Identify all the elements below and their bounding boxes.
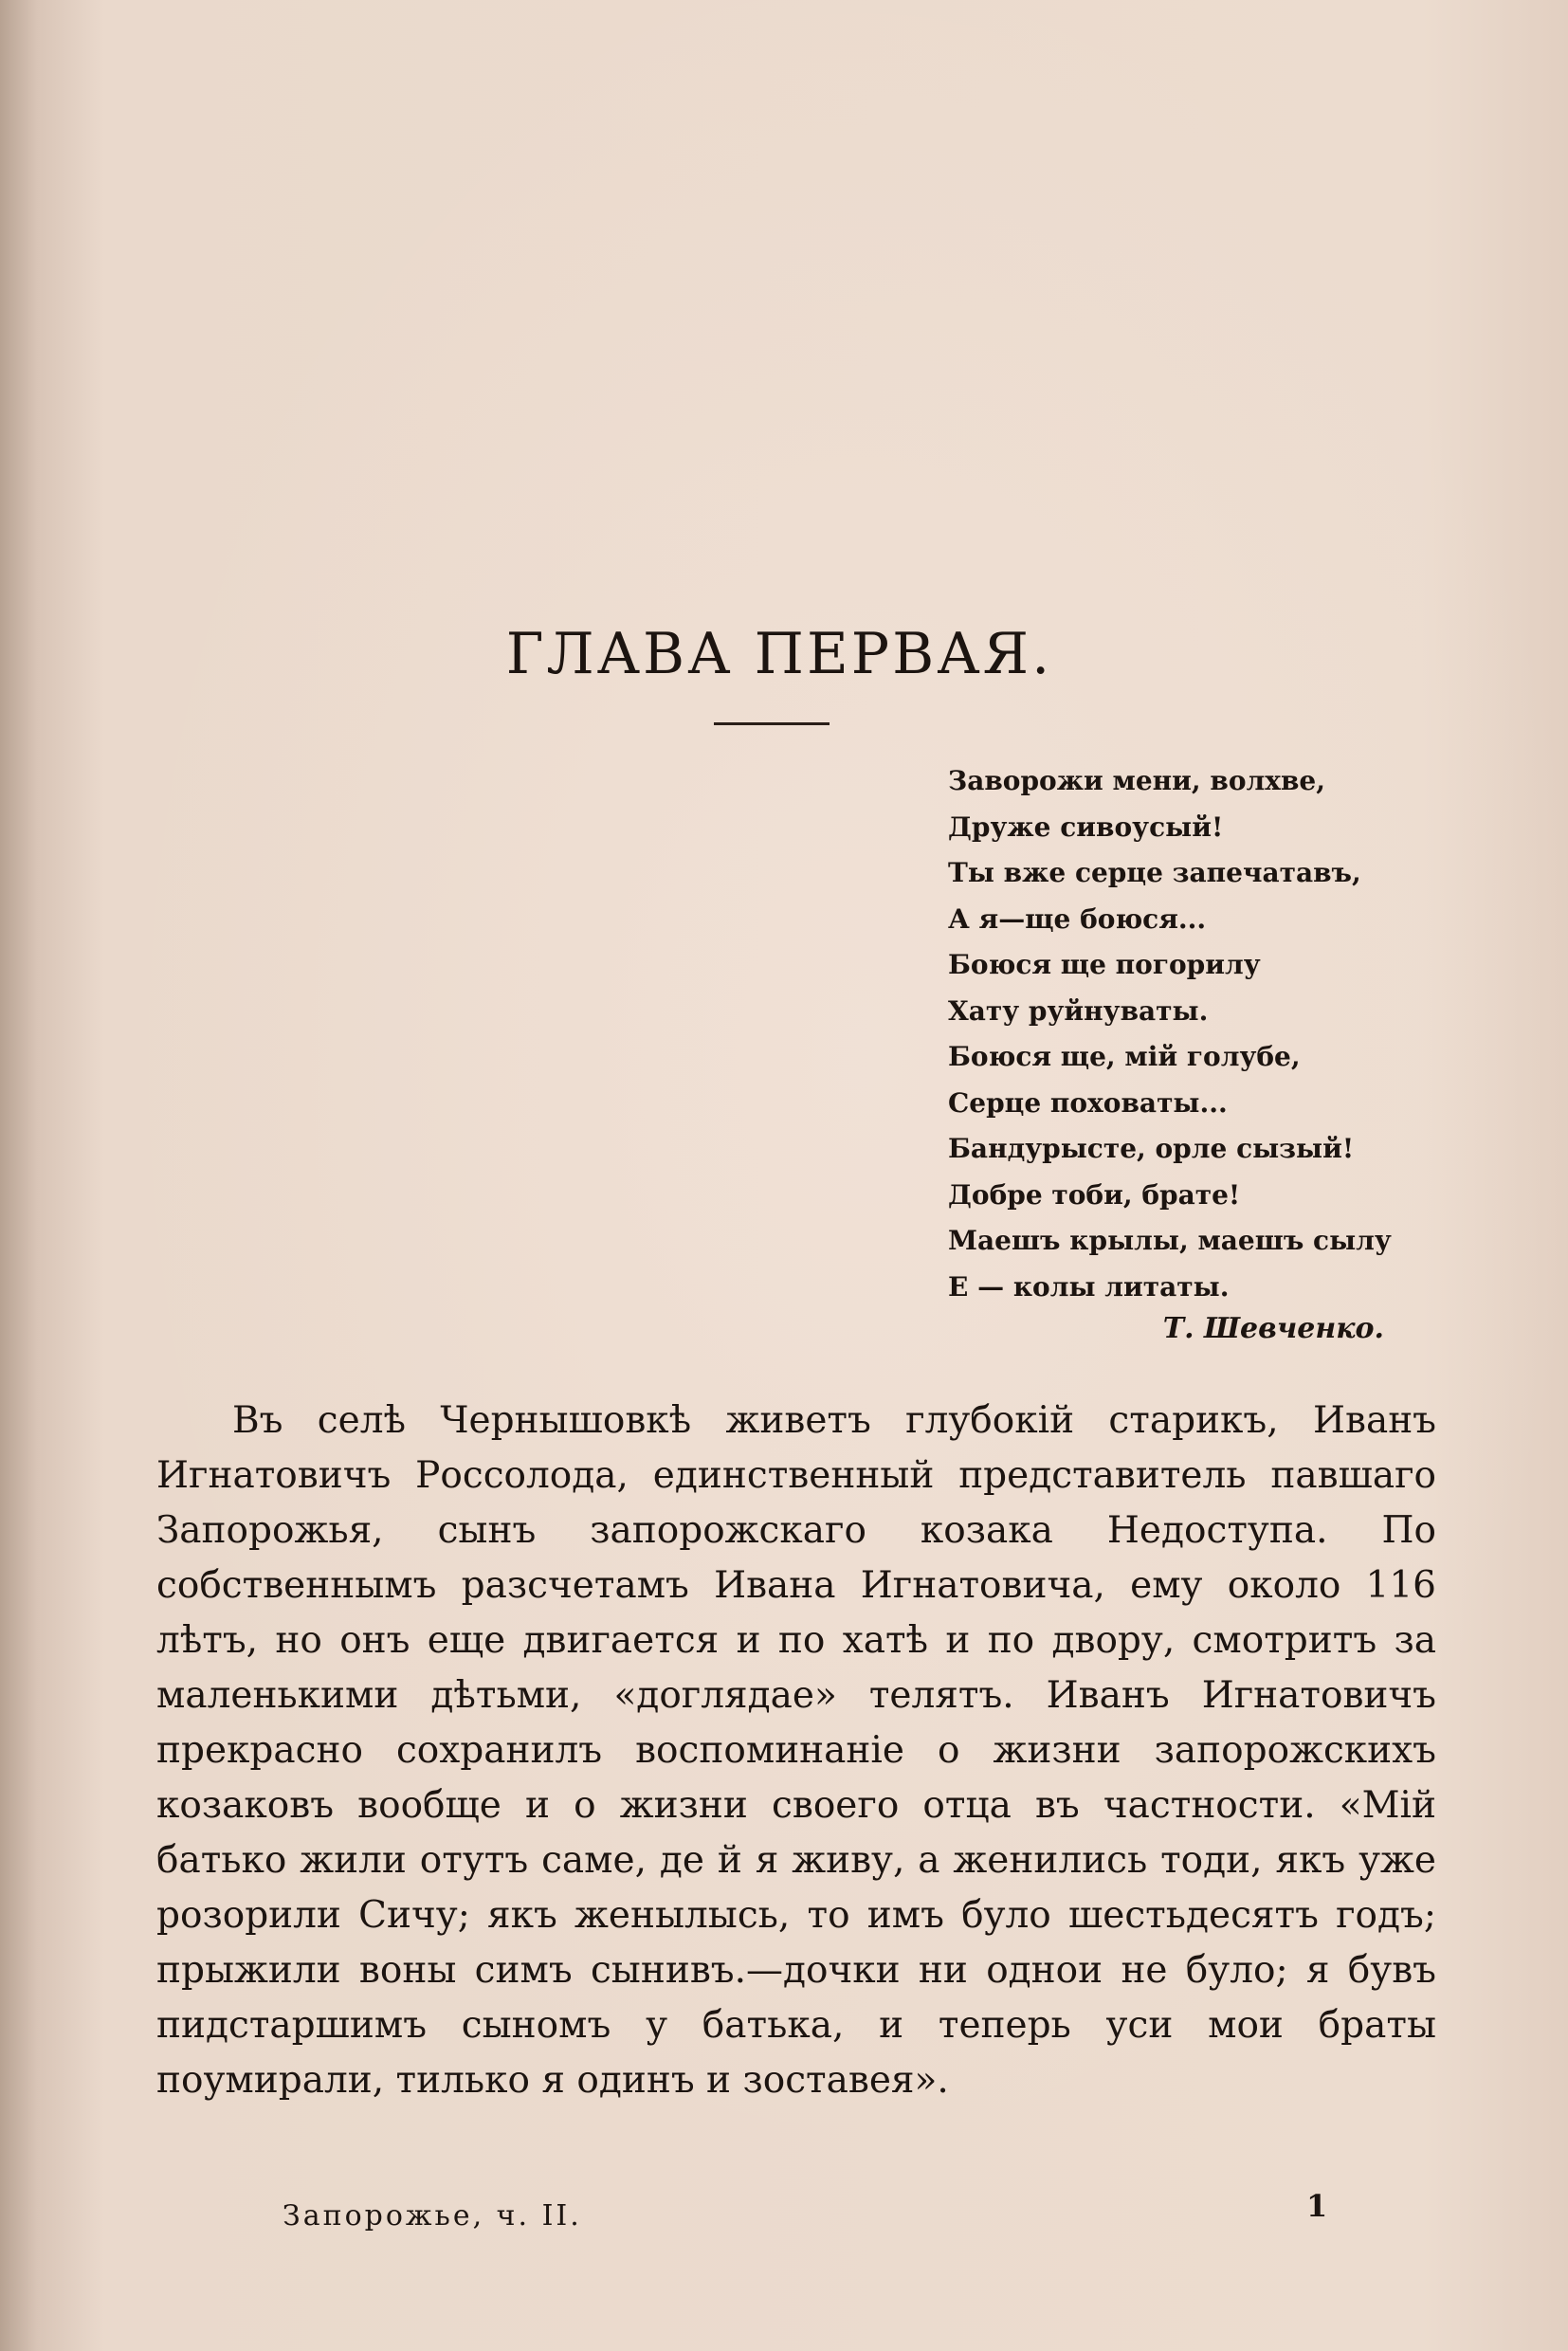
title-divider xyxy=(714,722,830,725)
epigraph-line: Добре тоби, брате! xyxy=(948,1178,1241,1211)
running-title: Запорожье, ч. II. xyxy=(283,2199,582,2233)
epigraph xyxy=(948,758,1422,1345)
epigraph-line: Хату руйнуваты. xyxy=(948,994,1209,1027)
epigraph-line: Боюся ще погорилу xyxy=(948,949,1261,980)
epigraph-line: А я—ще боюся... xyxy=(948,902,1207,935)
epigraph-line: Боюся ще, мій голубе, xyxy=(948,1041,1301,1072)
epigraph-line: Бандурысте, орле сызый! xyxy=(948,1133,1355,1164)
chapter-title: ГЛАВА ПЕРВАЯ. xyxy=(505,621,1053,688)
epigraph-line: Ты вже серце запечатавъ, xyxy=(948,857,1361,888)
epigraph-author: Т. Шевченко. xyxy=(1162,1312,1384,1345)
body-paragraph: Въ селѣ Чернышовкѣ живетъ глубокій старикъ, Иванъ Игнатовичъ Россолода, единственный представитель павшаго Запорожья, сынъ запорожскаго козака Недоступа. По собственнымъ разсчетамъ Ивана Игнатовича, ему около 116 лѣтъ, но онъ еще двигается и по хатѣ и по двору, смотритъ за маленькими дѣтьми, «доглядае» телятъ. Иванъ Игнатовичъ прекрасно сохранилъ воспоминаніе о жизни запорожскихъ козаковъ вообще и о жизни своего отца въ частности. «Мій батько жили отутъ саме, де й я живу, а женились тоди, якъ уже розорили Сичу; якъ женылысь, то имъ було шестьдесятъ годъ; прыжили воны симъ сынивъ.—дочки ни однои не було; я бувъ пидстаршимъ сыномъ у батька, и теперь уси мои браты поумирали, тилько я одинъ и зоставея». xyxy=(156,1399,1436,2102)
epigraph-line: Серце поховаты... xyxy=(948,1086,1228,1119)
epigraph-line: Маешъ крылы, маешъ сылу xyxy=(948,1225,1392,1256)
page-number: 1 xyxy=(1306,2188,1328,2224)
epigraph-line: Друже сивоусый! xyxy=(948,811,1224,843)
epigraph-line: Заворожи мени, волхве, xyxy=(948,765,1325,796)
epigraph-line: Е — колы литаты. xyxy=(948,1270,1230,1303)
